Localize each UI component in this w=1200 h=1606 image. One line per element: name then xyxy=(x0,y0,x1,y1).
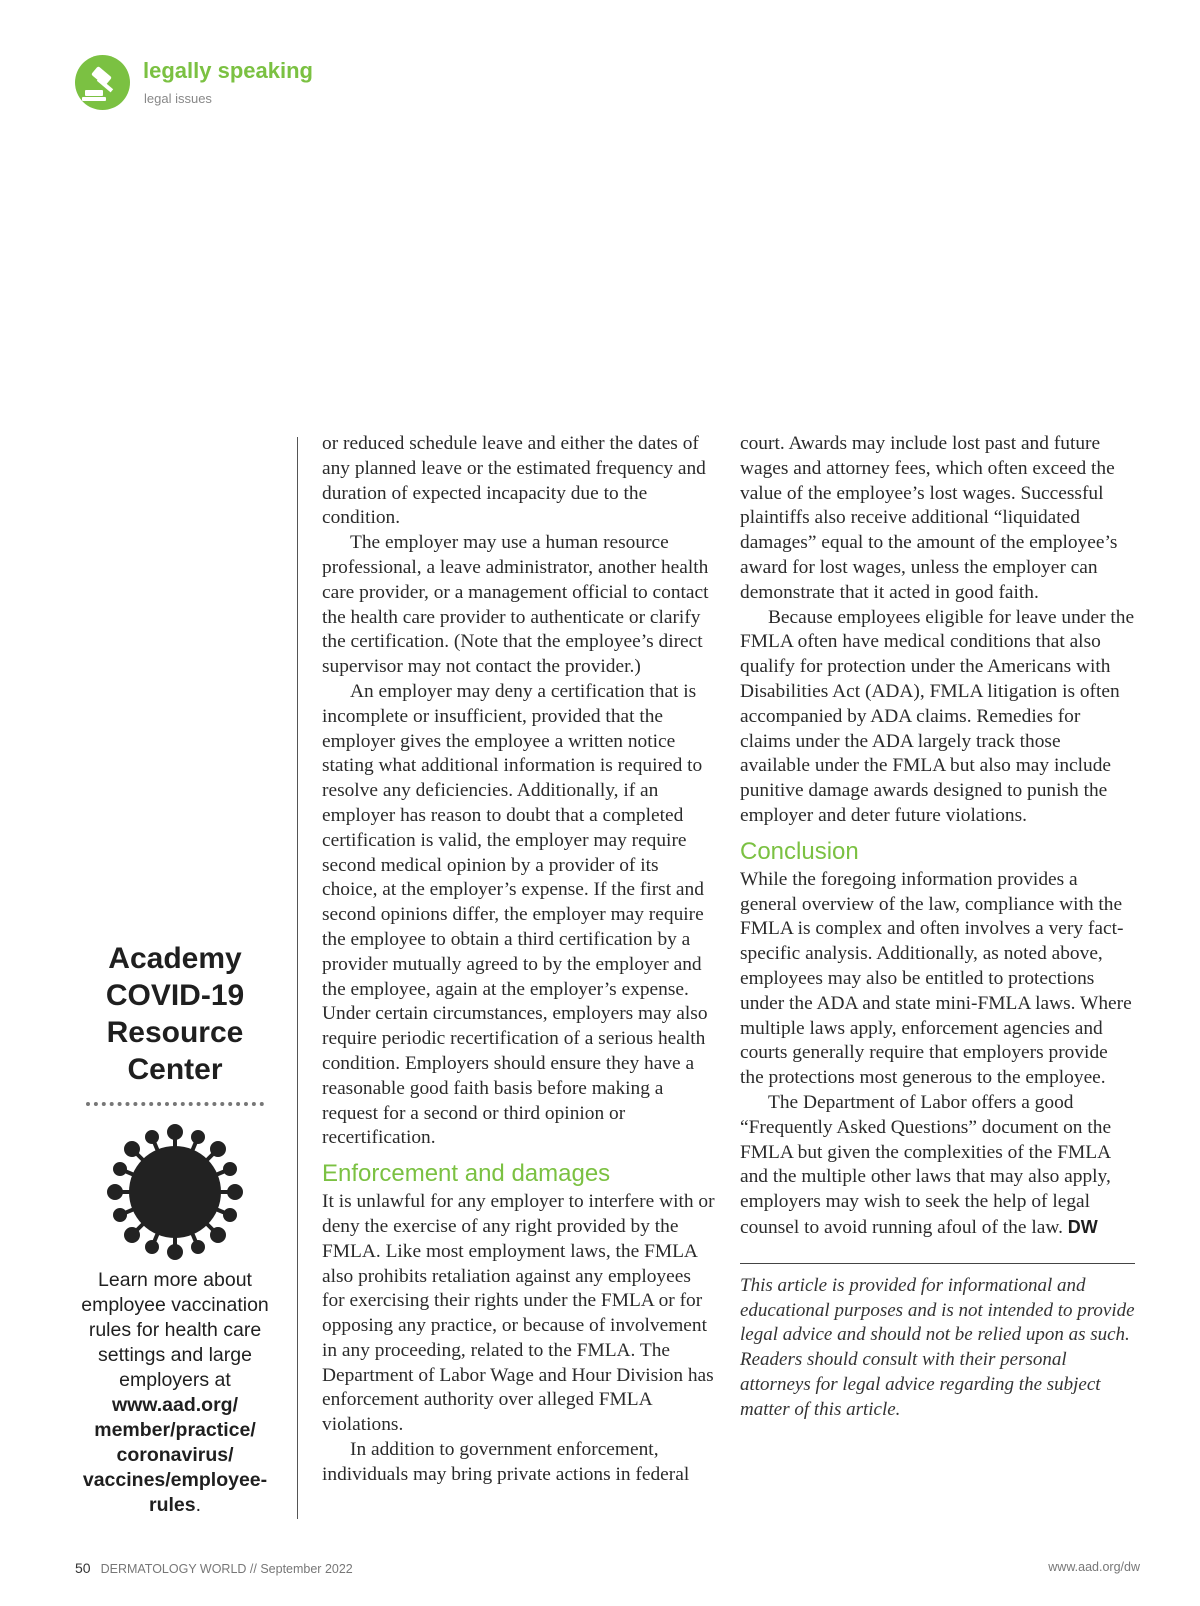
disclaimer-divider xyxy=(740,1263,1135,1264)
paragraph: In addition to government enforcement, individuals may bring private actions in federal xyxy=(322,1439,690,1485)
paragraph: The employer may use a human resource professional, a leave administrator, another health care provider, or a management official to contact the health care provider to authenticate or clarify the certification. (Note that the employee’s direct supervisor may not contact the provider.) xyxy=(322,532,709,678)
paragraph: An employer may deny a certification that is incomplete or insufficient, provided that the employer gives the employee a written notice stating what additional information is required to resolve any deficiencies. Additionally, if an employer has reason to doubt that a completed certification is valid, the employer may require second medical opinion by a provider of its choice, at the employer’s expense. If the first and second opinions differ, the employer may require the employee to obtain a third certification by a provider mutually agreed to by the employer and the employee, again at the employer’s expense. Under certain circumstances, employers may also require periodic recertification of a serious health condition. Employers should ensure they have a reasonable good faith basis before making a request for a second or third opinion or recertification. xyxy=(322,680,708,1149)
sidebar-text-suffix: . xyxy=(195,1494,202,1516)
paragraph: It is unlawful for any employer to interfere with or deny the exercise of any right provided by the FMLA. Like most employment laws, the FMLA also prohibits retaliation against any employees for exercising their rights under the FMLA or for opposing any practice, or because of involvement in any proceeding, related to the FMLA. The Department of Labor Wage and Hour Division has enforcement authority over alleged FMLA violations. xyxy=(322,1191,715,1436)
page-number: 50 xyxy=(75,1560,91,1576)
resource-link[interactable]: www.aad.org/ member/practice/ coronavirus/ vaccines/employee- rules xyxy=(82,1394,268,1516)
section-heading: Conclusion xyxy=(740,837,859,865)
article-column-1 xyxy=(322,432,717,1488)
article-column-2 xyxy=(740,432,1135,1422)
virus-icon xyxy=(105,1122,245,1262)
sidebar-title-line: COVID-19 xyxy=(105,979,245,1012)
covid-sidebar xyxy=(70,940,280,1518)
section-title: legally speaking xyxy=(143,58,313,83)
column-divider xyxy=(297,437,298,1519)
paragraph-text: The Department of Labor offers a good “Frequently Asked Questions” document on the FMLA but given the complexities of the FMLA and the multiple other laws that may also apply, employers may wish to seek the help of legal counsel to avoid running afoul of the law. xyxy=(740,1091,1112,1238)
sidebar-title-line: Resource xyxy=(106,1016,244,1049)
gavel-icon xyxy=(75,55,130,110)
sidebar-title xyxy=(70,940,280,1088)
sidebar-text xyxy=(70,1268,280,1518)
section-subtitle: legal issues xyxy=(144,91,212,106)
sidebar-text-prefix: Learn more about employee vaccination rules for health care settings and large employers at xyxy=(81,1269,269,1391)
paragraph: While the foregoing information provides a general overview of the law, compliance with the FMLA is complex and often involves a very fact-specific analysis. Additionally, as noted above, employees may also be entitled to protections under the ADA and state mini-FMLA laws. Where multiple laws apply, enforcement agencies and courts generally require that employers provide the protections most generous to the employee. xyxy=(740,868,1132,1089)
paragraph: or reduced schedule leave and either the dates of any planned leave or the estimated frequency and duration of expected incapacity due to the condition. xyxy=(322,433,706,529)
disclaimer: This article is provided for informational and educational purposes and is not intended to provide legal advice and should not be relied upon as such. Readers should consult with their personal attorneys for legal advice regarding the subject matter of this article. xyxy=(740,1274,1135,1420)
paragraph: Because employees eligible for leave under the FMLA often have medical conditions that also qualify for protection under the Americans with Disabilities Act (ADA), FMLA litigation is often accompanied by ADA claims. Remedies for claims under the ADA largely track those available under the FMLA but also may include punitive damage awards designed to punish the employer and deter future violations. xyxy=(740,606,1135,826)
paragraph xyxy=(740,1091,1135,1241)
publication-info: DERMATOLOGY WORLD // September 2022 xyxy=(100,1562,353,1576)
sidebar-title-line: Academy xyxy=(108,942,242,975)
dotted-divider xyxy=(86,1102,264,1106)
end-mark: DW xyxy=(1067,1216,1098,1237)
footer-left xyxy=(75,1560,353,1576)
footer-url[interactable]: www.aad.org/dw xyxy=(1048,1560,1140,1574)
sidebar-title-line: Center xyxy=(127,1053,223,1086)
paragraph: court. Awards may include lost past and future wages and attorney fees, which often exceed the value of the employee’s lost wages. Successful plaintiffs also receive additional “liquidated damages” equal to the amount of the employee’s award for lost wages, unless the employer can demonstrate that it acted in good faith. xyxy=(740,433,1118,603)
section-heading: Enforcement and damages xyxy=(322,1160,611,1188)
